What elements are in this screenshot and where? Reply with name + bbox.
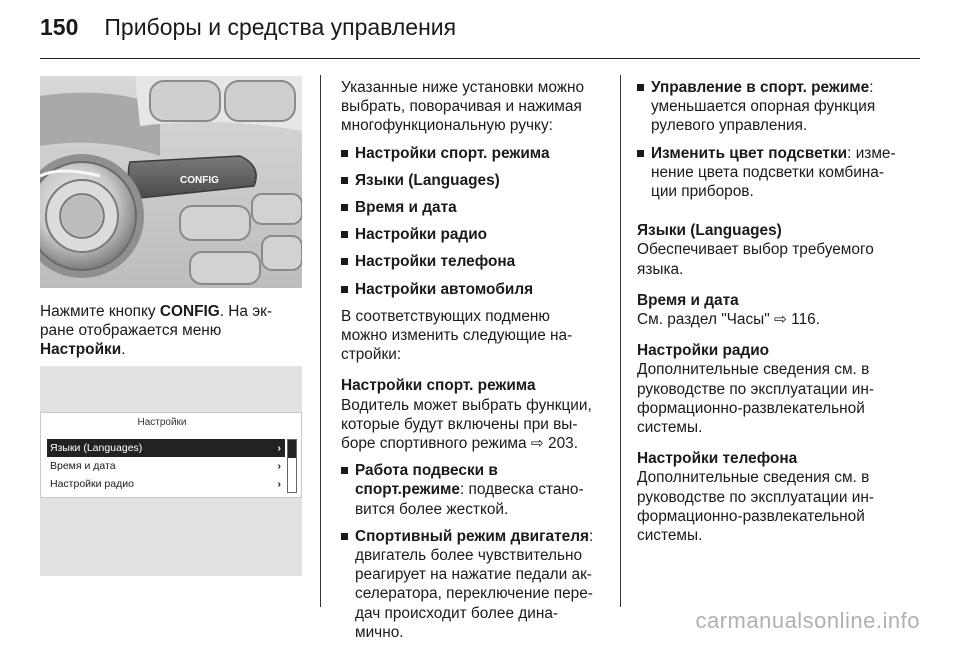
option-text: уменьшается опорная функция: [651, 98, 876, 116]
intro-line: многофункциональную ручку:: [341, 117, 553, 135]
page-title: Приборы и средства управления: [104, 14, 457, 40]
caption-line-1: [40, 302, 308, 321]
option-text: : подвеска стано-: [460, 481, 584, 499]
option-text: ции приборов.: [651, 183, 754, 201]
list-item: [637, 78, 927, 136]
list-item: [341, 527, 613, 642]
body-line: системы.: [637, 419, 703, 437]
body-line: которые будут включены при вы-: [341, 415, 578, 433]
option-text: :: [869, 79, 874, 96]
list-item: [637, 144, 927, 202]
list-item: Настройки телефона: [341, 252, 613, 271]
menu-item-label: Языки (Languages): [50, 442, 143, 454]
list-item: Настройки спорт. режима: [341, 144, 613, 163]
list-item: Языки (Languages): [341, 171, 613, 190]
menu-scrollbar[interactable]: [287, 439, 297, 493]
list-item: Настройки автомобиля: [341, 280, 613, 299]
section-heading: Время и дата: [637, 291, 739, 309]
caption-line-3: [40, 340, 308, 359]
section-heading: Настройки спорт. режима: [341, 377, 536, 395]
page-reference: 203.: [548, 435, 578, 453]
option-text: дач происходит более дина-: [355, 604, 559, 622]
column-divider-2: [620, 75, 621, 607]
column-2-text: [341, 78, 613, 650]
body-line: руководстве по эксплуатации ин-: [637, 488, 874, 506]
body-line: Дополнительные сведения см. в: [637, 361, 870, 379]
option-text: реагирует на нажатие педали ак-: [355, 566, 592, 584]
option-title: Управление в спорт. режиме: [651, 79, 870, 96]
column-3-text: [637, 78, 927, 545]
list-item: [341, 461, 613, 519]
sport-options-list: [341, 461, 613, 642]
body-line: системы.: [637, 527, 703, 545]
option-text: мично.: [355, 623, 404, 641]
caption-line-2: ране отображается меню: [40, 322, 222, 340]
sport-options-list-continued: [637, 78, 927, 201]
list-item: Время и дата: [341, 198, 613, 217]
menu-item-radio[interactable]: [47, 475, 285, 493]
scrollbar-thumb[interactable]: [288, 440, 296, 458]
chevron-right-icon: ›: [277, 460, 281, 472]
body-text: См. раздел "Часы": [637, 311, 770, 329]
option-title: Спортивный режим двигателя: [355, 527, 589, 545]
body-line: Дополнительные сведения см. в: [637, 469, 870, 487]
body-line: формационно-развлекательной: [637, 399, 865, 417]
caption-text: . На эк-: [219, 303, 272, 320]
body-line: [341, 434, 613, 453]
body-line: формационно-развлекательной: [637, 507, 865, 525]
option-text: : изме-: [847, 144, 896, 162]
option-title: спорт.режиме: [355, 481, 460, 499]
body-text: боре спортивного режима: [341, 435, 527, 453]
chevron-right-icon: ›: [277, 442, 281, 454]
header-rule: [40, 58, 920, 59]
settings-list: [341, 144, 613, 299]
watermark: carmanualsonline.info: [695, 608, 920, 633]
page-ref-arrow-icon: ⇨: [773, 311, 787, 329]
page-number: 150: [40, 14, 79, 40]
intro-line: выбрать, поворачивая и нажимая: [341, 98, 582, 116]
column-1-text: [40, 302, 308, 360]
section-heading: Языки (Languages): [637, 222, 782, 240]
option-title: Изменить цвет подсветки: [651, 144, 848, 162]
page-ref-arrow-icon: ⇨: [530, 435, 544, 453]
body-line: Обеспечивает выбор требуемого: [637, 241, 874, 259]
option-text: :: [588, 527, 594, 545]
body-line: [637, 310, 927, 329]
body-line: руководстве по эксплуатации ин-: [637, 380, 874, 398]
caption-text: Нажмите кнопку: [40, 303, 160, 320]
option-text: двигатель более чувствительно: [355, 547, 583, 565]
config-button-label: CONFIG: [180, 175, 219, 186]
section-heading: Настройки телефона: [637, 450, 798, 468]
body-line: языка.: [637, 260, 684, 278]
menu-item-label: Настройки радио: [50, 478, 134, 490]
option-text: вится более жесткой.: [355, 500, 509, 518]
body-line: стройки:: [341, 346, 402, 364]
option-text: нение цвета подсветки комбина-: [651, 163, 884, 181]
body-line: можно изменить следующие на-: [341, 327, 573, 345]
section-heading: Настройки радио: [637, 342, 770, 360]
menu-item-languages[interactable]: [47, 439, 285, 457]
page-header: [40, 14, 456, 41]
display-screen-figure: [40, 366, 302, 576]
settings-menu-screen: [40, 412, 302, 498]
config-keyword: CONFIG: [159, 303, 220, 320]
menu-title: Настройки: [137, 417, 187, 428]
menu-item-label: Время и дата: [50, 460, 116, 472]
body-line: В соответствующих подменю: [341, 307, 550, 325]
menu-item-time-date[interactable]: [47, 457, 285, 475]
column-divider-1: [320, 75, 321, 607]
body-line: Водитель может выбрать функции,: [341, 396, 592, 414]
option-text: селератора, переключение пере-: [355, 585, 593, 603]
page-reference: 116.: [791, 311, 820, 329]
caption-text: .: [121, 341, 126, 359]
option-title: Работа подвески в: [355, 462, 498, 480]
chevron-right-icon: ›: [277, 478, 281, 490]
control-panel-illustration: [40, 76, 302, 288]
intro-line: Указанные ниже установки можно: [341, 79, 585, 96]
option-text: рулевого управления.: [651, 117, 808, 135]
settings-keyword: Настройки: [40, 341, 122, 359]
list-item: Настройки радио: [341, 225, 613, 244]
control-panel-figure: [40, 76, 302, 288]
